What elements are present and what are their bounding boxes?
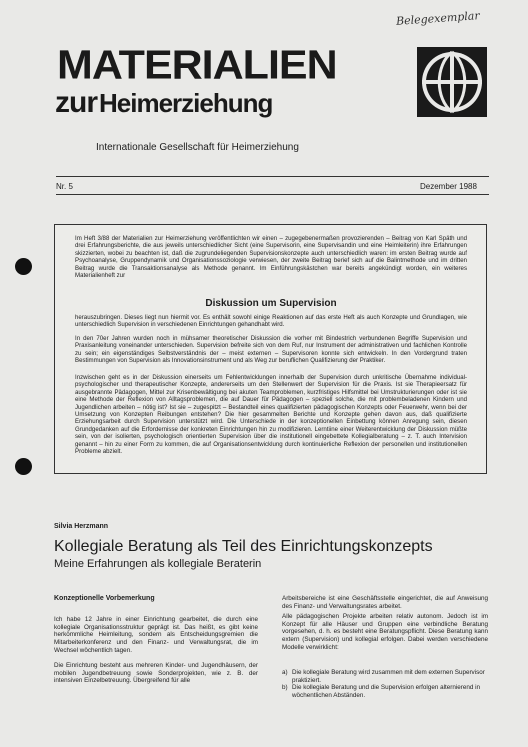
editorial-paragraph-2: In den 70er Jahren wurden noch in mühsamer theoretischer Diskussion die vorher mit Bindestrich verbundenen Begriffe Supervision und Praxisanleitung voneinander unterschieden. Supervision befreite sich von dem Ruf, nur Instrument der administrativen und fachlichen Kontrolle zu sein; ein eigenständiges Selbstverständnis der – meist externen – Supervisoren konnte sich entwickeln. In den Vordergrund traten Bestimmungen von Supervision als Innovationsinstrument und als Weg zur beruflichen Qualifizierung der Praktiker. [75, 335, 467, 365]
publisher-name: Internationale Gesellschaft für Heimerziehung [96, 142, 299, 153]
models-list [282, 669, 488, 700]
handwritten-note: Belegexemplar [395, 9, 481, 28]
article-author: Silvia Herzmann [54, 523, 109, 530]
editorial-paragraph-3: Inzwischen geht es in der Diskussion einerseits um Fehlentwicklungen innerhalb der Supervision durch unkritische Übernahme individual-psychologischer und therapeutischer Konzepte, andererseits um den Stellenwert der Supervision für die Praxis. Ist sie Therapieersatz für ausgebrannte Pädagogen, Mittel zur Krisenbewältigung bei akuten Teamproblemen, kurzfristiges Hilfsmittel bei Umstrukturierungen oder ist sie eine Methode der Reflexion von Alltagsproblemen, die auf Dauer für Pädagogen – speziell solche, die mit problembeladenen Kindern und Jugendlichen arbeiten – nötig ist? Ist sie – zugespitzt – Bestandteil eines qualifizierten pädagogischen Konzepts oder Feuerwehr, wenn bei der Umsetzung von Konzepten Reibungen entstehen? Die hier gesammelten Berichte und Konzepte gehen davon aus, daß qualifizierte Erziehungsarbeit durch Supervision unterstützt wird. Die Unterschiede in der konzeptionellen Einbettung können Anregung sein, diesen Grundgedanken auf die Erfordernisse der konkreten Einrichtungen hin zu modifizieren. Lerntiine einer Weiterentwicklung der Diskussion müßte sein, von der isolierten, psychologisch orientierten Supervision über die institutionell eingebettete Kollegialberatung – z. T. auch Intervision genannt – hin zu einer Form zu kommen, die auf Organisationsentwicklung durch kontinuierliche Reflexion der personellen und institutionellen Probleme abzielt. [75, 374, 467, 456]
right-column-paragraph-1: Arbeitsbereiche ist eine Geschäftsstelle eingerichtet, die auf Anweisung des Finanz- und Verwaltungsrates arbeitet. [282, 595, 488, 610]
list-marker: a) [282, 669, 288, 676]
globe-logo-icon [417, 47, 487, 117]
editorial-box [54, 224, 487, 474]
list-marker: b) [282, 684, 288, 692]
masthead-main: Heimerziehung [99, 88, 273, 118]
list-item [282, 669, 488, 684]
editorial-intro: Im Heft 3/88 der Materialien zur Heimerziehung veröffentlichten wir einen – zugegebenermaßen provozierenden – Beitrag von Karl Späth und drei Erfahrungsberichte, die aus jeweils unterschiedlicher Sicht (eine Supervisorin, eine Supervisandin und eine Heimleiterin) ihre Erfahrungen skizzierten, wobei zu beachten ist, daß die zugrundeliegenden Supervisionskonzepte auch unterschiedlich waren: im ersten Beitrag wurde auf Psychoanalyse, Gruppendynamik und Organisationssoziologie verwiesen, der zweite Beitrag berief sich auf die Balintmethode und im dritten Beitrag wurde die Transaktionsanalyse als Methode genannt. Im Einführungskästchen war bereits angekündigt worden, ein weiteres Materialienheft zur [75, 235, 467, 280]
list-text: Die kollegiale Beratung wird zusammen mit dem externen Supervisor praktiziert. [292, 669, 485, 684]
issue-number: Nr. 5 [56, 182, 73, 191]
article-subtitle: Meine Erfahrungen als kollegiale Beraterin [54, 558, 262, 570]
editorial-paragraph-1: herauszubringen. Dieses liegt nun hiermit vor. Es enthält sowohl einige Reaktionen auf das erste Heft als auch Konzepte und Grundlagen, wie unterschiedlich Supervision in verschiedenen Einrichtungen gehandhabt wird. [75, 314, 467, 329]
section-heading: Konzeptionelle Vorbemerkung [54, 595, 155, 602]
masthead-prefix: zur [55, 86, 97, 119]
list-text: Die kollegiale Beratung und die Supervision erfolgen alternierend in wöchentlichen Abständen. [292, 684, 480, 700]
masthead-line2 [55, 88, 272, 118]
masthead-line1: MATERIALIEN [57, 42, 337, 88]
list-item [282, 684, 488, 699]
left-column-paragraph-2: Die Einrichtung besteht aus mehreren Kinder- und Jugendhäusern, der mobilen Jugendbetreuung sowie Sonderprojekten, wie z. B. der intensiven Einzelbetreuung. Übergreifend für alle [54, 662, 258, 685]
issue-date: Dezember 1988 [420, 182, 477, 191]
punch-hole-top [15, 258, 32, 275]
punch-hole-bottom [15, 458, 32, 475]
editorial-heading: Diskussion um Supervision [205, 298, 337, 309]
right-column-paragraph-2: Alle pädagogischen Projekte arbeiten relativ autonom. Jedoch ist im Konzept für alle Häuser und Gruppen eine verbindliche Beratung vorgesehen, d. h. es besteht eine Beratungspflicht. Diese Beratung kann extern (Supervision) und kollegial erfolgen. Dabei werden verschiedene Modelle verwirklicht: [282, 613, 488, 651]
top-rule [56, 176, 489, 177]
left-column-paragraph-1: Ich habe 12 Jahre in einer Einrichtung gearbeitet, die durch eine kollegiale Organisationsstruktur geprägt ist. Das heißt, es gibt keine herkömmliche Heimleitung, sondern als Entscheidungsgremien die Mitarbeiterkonferenz und den Finanz- und Verwaltungsrat, die im Wechsel wöchentlich tagen. [54, 616, 258, 654]
bottom-rule [56, 194, 489, 195]
article-title: Kollegiale Beratung als Teil des Einrichtungskonzepts [54, 538, 433, 555]
